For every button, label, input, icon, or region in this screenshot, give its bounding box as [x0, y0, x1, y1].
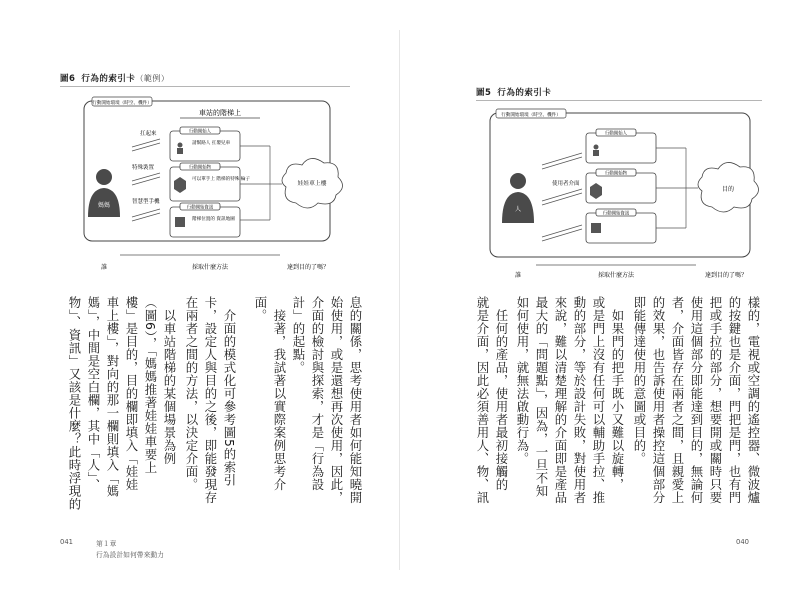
left-col-10: 以車站階梯的某個場景為例 — [162, 296, 177, 465]
actor-label: 人 — [514, 206, 522, 213]
left-col-2: 始使用，或是還想再次使用，因此， — [329, 296, 344, 504]
figure-title-text: 行為的索引卡 — [81, 74, 136, 84]
right-col-3: 把或手拉的部分，想要開或關時只要 — [708, 296, 723, 504]
left-col-3: 介面的檢討與探索，才是「行為設 — [310, 296, 325, 491]
right-col-8: 如果門的把手既小又難以旋轉， — [610, 296, 625, 491]
title-rule — [60, 86, 350, 87]
bottom-achieved: 達到目的了嗎？ — [704, 272, 748, 279]
right-col-9: 或是門上沒有任何可以輔助手拉、推 — [591, 296, 606, 504]
book-title: 行為設計如何帶來動力 — [96, 551, 164, 559]
bottom-method: 採取什麼方法 — [597, 272, 635, 279]
bottom-method: 採取什麼方法 — [191, 264, 229, 271]
bottom-who: 誰 — [100, 264, 108, 271]
left-col-9: 在兩者之間的方法，以決定介面。 — [184, 296, 199, 491]
arrow-label-3: 智慧型手機 — [132, 199, 160, 205]
header-tag: 行動開始環境（時空、機件） — [92, 101, 152, 106]
arrow-label-1: 使用者介面 — [552, 181, 580, 187]
right-col-12: 最大的「問題點」，因為，一旦不知 — [534, 296, 549, 498]
right-col-2: 的按鍵也是介面，門把是門，也有門 — [727, 296, 742, 504]
right-col-4: 使用這個部分即能達到目的，無論何 — [689, 296, 704, 504]
figure-subtitle: （範例） — [135, 74, 170, 83]
right-col-5: 者，介面皆存在兩者之間，且親愛上 — [670, 296, 685, 504]
card-tag-3: 行動開始資訊 — [186, 205, 214, 211]
card-text-2: 可以單手上 階梯的特殊 輪子 — [192, 177, 251, 182]
left-page-number: 041 — [60, 538, 73, 546]
right-col-7: 即能傳達使用的意圖或目的。 — [632, 296, 647, 465]
left-col-7: 介面的模式化可參考圖5的索引 — [222, 296, 237, 487]
title-rule — [476, 100, 762, 101]
left-col-12: 樓」是目的，目的欄即填入「娃娃 — [124, 296, 139, 491]
figure-5-title — [476, 86, 551, 98]
right-col-15: 就是介面，因此必須善用人、物、訊 — [475, 296, 490, 504]
left-col-8: 卡，設定人與目的之後，即能發現存 — [203, 296, 218, 504]
card-tag-2: 行動開始物 — [189, 165, 211, 171]
figure-label: 圖6 — [60, 74, 76, 84]
goal-label: 娃娃車上樓 — [297, 181, 327, 187]
figure-label: 圖5 — [476, 88, 492, 98]
card-tag-2: 行動開始物 — [605, 171, 627, 177]
chapter-label: 第１章 — [96, 540, 117, 548]
card-tag-1: 行動開始人 — [189, 129, 211, 135]
arrow-label-1: 扛起來 — [140, 131, 157, 137]
bottom-achieved: 達到目的了嗎？ — [286, 264, 330, 271]
figure-5-diagram — [476, 105, 776, 285]
left-col-15: 物」、資訊」又該是什麼？此時浮現的 — [67, 296, 82, 511]
card-text-1: 請幫路人 扛嬰兒車 — [192, 141, 231, 146]
right-col-1: 樣的，電視或空調的遙控器、微波爐 — [746, 296, 761, 504]
left-col-13: 車上樓」，對向的那一欄則填入「媽 — [105, 296, 120, 498]
left-col-6: 面。 — [253, 296, 268, 322]
left-col-1: 息的關係，思考使用者如何能知曉開 — [348, 296, 363, 504]
left-col-14: 媽」，中間是空白欄，其中「人」、 — [86, 296, 101, 492]
figure-6-diagram — [60, 95, 360, 285]
left-col-11: （圖6），「媽媽推著娃娃車要上 — [143, 296, 158, 475]
right-page-number: 040 — [736, 538, 749, 546]
left-col-4: 計」的起點。 — [291, 296, 306, 374]
right-col-13: 如何使用，就無法啟動行為。 — [515, 296, 530, 465]
right-col-14: 任何的產品，使用者最初接觸的 — [494, 296, 509, 491]
card-text-3: 階梯位置的 資訊地圖 — [192, 217, 235, 222]
figure-6-title — [60, 72, 169, 84]
header-value: 車站的階梯上 — [199, 109, 241, 117]
arrow-label-2: 特殊裝置 — [132, 165, 155, 171]
goal-label: 目的 — [721, 186, 735, 193]
right-col-6: 的效果，也告訴使用者操控這個部分 — [651, 296, 666, 504]
right-col-10: 動的部分，等於設計失敗，對使用者 — [572, 296, 587, 504]
right-page — [400, 0, 800, 600]
bottom-who: 誰 — [514, 272, 522, 279]
right-col-11: 來說，難以清楚理解的介面即是產品 — [553, 296, 568, 504]
actor-label: 媽媽 — [97, 202, 111, 209]
card-tag-1: 行動開始人 — [605, 131, 627, 137]
header-tag: 行動開始環境（時空、機件） — [501, 113, 561, 118]
left-col-5: 接著，我試著以實際案例思考介 — [272, 296, 287, 491]
figure-title-text: 行為的索引卡 — [497, 88, 552, 98]
card-tag-3: 行動開始資訊 — [602, 211, 630, 217]
